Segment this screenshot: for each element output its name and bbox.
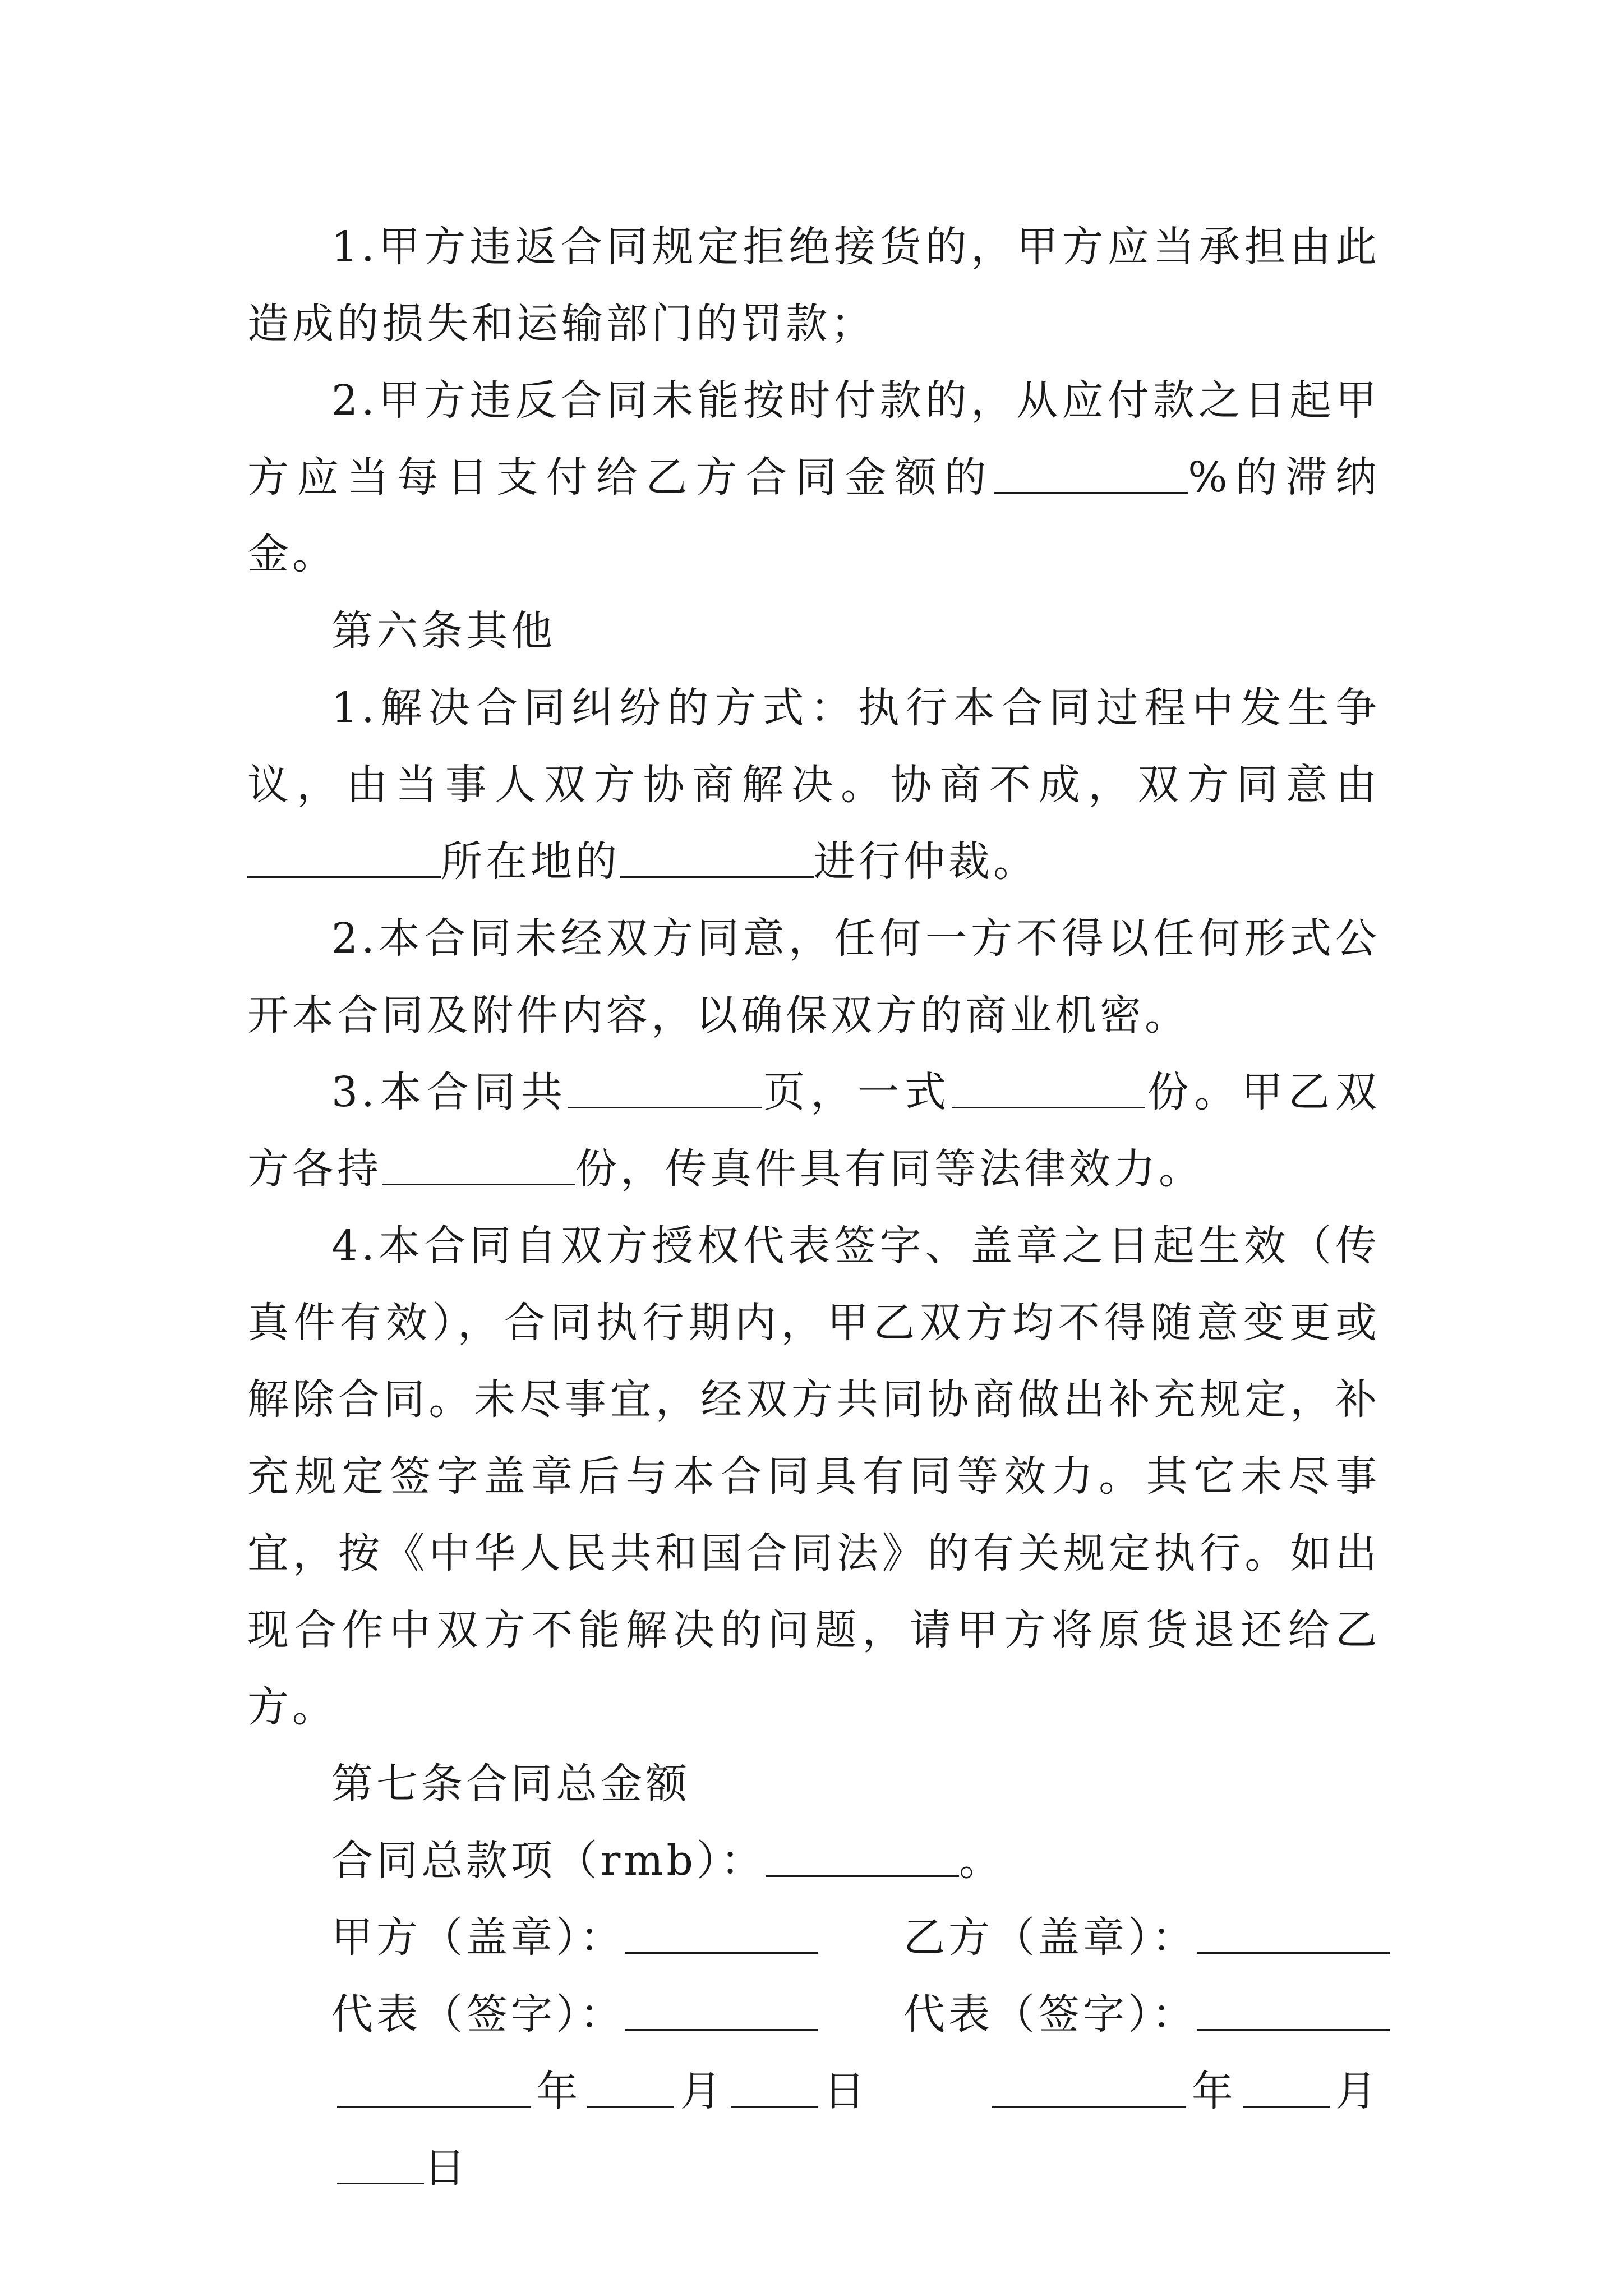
party-a-seal-label: 甲方（盖章）： [331,1913,625,1962]
late-fee-rate-blank[interactable] [994,453,1188,494]
arbitration-body-blank[interactable] [620,837,814,878]
total-amount-suffix: 。 [958,1837,1004,1885]
clause-6-1-text: 1.解决合同纠纷的方式：执行本合同过程中发生争议，由当事人双方协商解决。协商不成，双方同意由 [247,684,1380,809]
rep-a-sign [331,1976,903,2053]
clause-6-3-text-d: 份，传真件具有同等法律效力。 [575,1145,1204,1193]
party-a-day-blank[interactable] [731,2067,818,2108]
party-b-year-label: 年 [1186,2067,1243,2115]
party-a-day-label: 日 [818,2067,875,2115]
article-6-heading [247,593,1380,670]
rep-a-sign-blank[interactable] [625,1990,818,2031]
rep-b-sign [903,1990,1390,2039]
clause-6-1 [247,670,1380,900]
party-b-month-blank[interactable] [1243,2067,1330,2108]
party-a-seal-blank[interactable] [625,1913,818,1954]
copy-count-blank[interactable] [952,1068,1145,1108]
rep-b-sign-label: 代表（签字）： [903,1990,1197,2039]
article-6-title: 第六条其他 [331,607,556,655]
contract-body [247,209,1380,2207]
rep-b-sign-blank[interactable] [1197,1990,1390,2031]
clause-6-2-text: 2.本合同未经双方同意，任何一方不得以任何形式公开本合同及附件内容，以确保双方的商业机密。 [247,914,1380,1039]
clause-6-1-middle: 所在地的 [441,838,620,886]
clause-5-1 [247,209,1380,362]
party-b-seal-blank[interactable] [1197,1913,1390,1954]
clause-6-3 [247,1054,1380,1208]
rep-a-sign-label: 代表（签字）： [331,1990,625,2039]
seal-row [247,1899,1380,1976]
party-b-year-blank[interactable] [992,2067,1186,2108]
clause-6-2 [247,900,1380,1054]
party-b-day-label: 日 [424,2144,469,2192]
party-b-month-label: 月 [1329,2067,1381,2115]
page-count-blank[interactable] [568,1068,762,1108]
arbitration-location-blank[interactable] [247,837,441,878]
party-a-month-blank[interactable] [587,2067,674,2108]
total-amount-label: 合同总款项（rmb）： [331,1837,766,1885]
article-7-title: 第七条合同总金额 [331,1760,690,1808]
party-b-seal [903,1913,1390,1962]
clause-6-4 [247,1208,1380,1746]
party-a-year-blank[interactable] [337,2067,531,2108]
clause-6-3-text-b: 页，一式 [761,1068,952,1116]
party-a-seal [331,1899,903,1976]
date-row [247,2053,1380,2207]
party-a-month-label: 月 [674,2067,731,2115]
party-b-seal-label: 乙方（盖章）： [903,1913,1197,1962]
party-a-year-label: 年 [531,2067,588,2115]
total-amount-blank[interactable] [766,1836,959,1877]
signature-row [247,1976,1380,2053]
copies-each-blank[interactable] [382,1144,575,1185]
clause-5-2-text: 2.甲方违反合同未能按时付款的，从应付款之日起甲方应当每日支付给乙方合同金额的 [247,376,1380,501]
article-7-heading [247,1746,1380,1823]
total-amount-line [247,1823,1380,1899]
party-b-day-blank[interactable] [337,2143,424,2184]
clause-6-4-text: 4.本合同自双方授权代表签字、盖章之日起生效（传真件有效），合同执行期内，甲乙双方均不得随意变更或解除合同。未尽事宜，经双方共同协商做出补充规定，补充规定签字盖章后与本合同具有同等效力。其它未尽事宜，按《中华人民共和国合同法》的有关规定执行。如出现合作中双方不能解决的问题，请甲方将原货退还给乙方。 [247,1222,1380,1731]
clause-6-3-text-c: 份。甲乙双方各持 [247,1068,1381,1193]
clause-6-1-suffix: 进行仲裁。 [814,838,1038,886]
clause-5-2-suffix: %的滞纳金。 [247,453,1380,578]
clause-6-3-text-a: 3.本合同共 [331,1068,568,1116]
clause-5-1-text: 1.甲方违返合同规定拒绝接货的，甲方应当承担由此造成的损失和运输部门的罚款； [247,223,1380,348]
clause-5-2 [247,362,1380,593]
